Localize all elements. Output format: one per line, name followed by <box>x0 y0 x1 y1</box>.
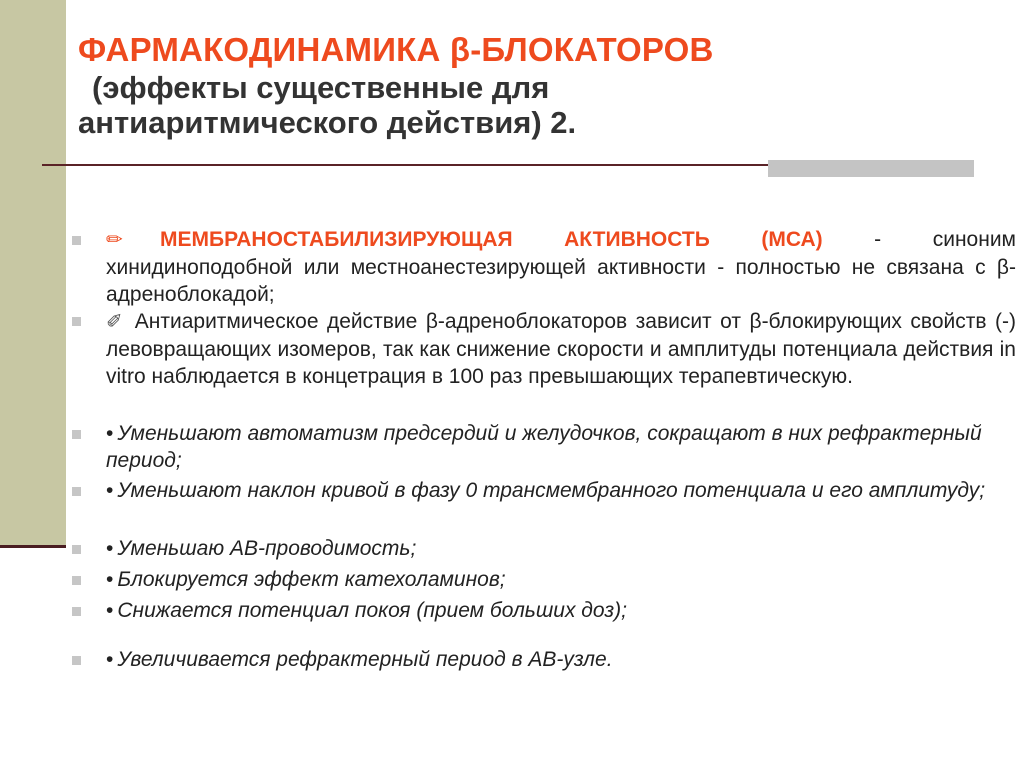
pencil-icon: ✏ <box>106 229 123 251</box>
title-line-3: антиаритмического действия) 2. <box>78 105 577 140</box>
bullet-dot-icon: • <box>106 422 114 445</box>
list-item-text: Уменьшаю АВ-проводимость; <box>117 537 417 560</box>
list-item-text: Снижается потенциал покоя (прием больших доз); <box>117 599 627 622</box>
bullet-dot-icon: • <box>106 599 114 622</box>
list-item-text: Уменьшают наклон кривой в фазу 0 трансмембранного потенциала и его амплитуду; <box>117 479 986 502</box>
bullet-dot-icon: • <box>106 537 114 560</box>
bullet-marker <box>72 236 81 245</box>
list-item-text: Блокируется эффект катехоламинов; <box>117 568 506 591</box>
bullet-marker <box>72 487 81 496</box>
mca-text: - синоним хинидиноподобной или местноанестезирующей активности - полностью не связана с β-адреноблокадой; <box>106 228 1016 306</box>
list-item-text: Увеличивается рефрактерный период в АВ-узле. <box>117 648 613 671</box>
mca-heading: МЕМБРАНОСТАБИЛИЗИРУЮЩАЯ АКТИВНОСТЬ (МСА) <box>160 228 823 251</box>
bullet-dot-icon: • <box>106 479 114 502</box>
bullet-marker <box>72 317 81 326</box>
bullet-marker <box>72 545 81 554</box>
pencil-outline-icon: ✐ <box>106 311 123 333</box>
list-item <box>106 646 1016 673</box>
list-item <box>106 420 1016 474</box>
title-line-1: ФАРМАКОДИНАМИКА β-БЛОКАТОРОВ <box>78 31 714 68</box>
bullet-marker <box>72 656 81 665</box>
list-item <box>106 597 1016 624</box>
bullet-marker <box>72 576 81 585</box>
list-item <box>106 477 1016 504</box>
title-line-2: (эффекты существенные для <box>92 70 550 105</box>
bullet-marker <box>72 430 81 439</box>
list-item <box>106 566 1016 593</box>
list-item-antiarrhythmic <box>106 308 1016 390</box>
list-item <box>106 535 1016 562</box>
bullet-dot-icon: • <box>106 648 114 671</box>
antiarrhythmic-text: Антиаритмическое действие β-адреноблокаторов зависит от β-блокирующих свойств (-) левовращающих изомеров, так как снижение скорости и амплитуды потенциала действия in vitro наблюдается в концетрация в 100 раз превышающих терапевтическую. <box>106 310 1016 388</box>
bullet-marker <box>72 607 81 616</box>
list-item-mca <box>106 226 1016 308</box>
list-item-text: Уменьшают автоматизм предсердий и желудочков, сокращают в них рефрактерный период; <box>106 422 982 472</box>
bullet-dot-icon: • <box>106 568 114 591</box>
